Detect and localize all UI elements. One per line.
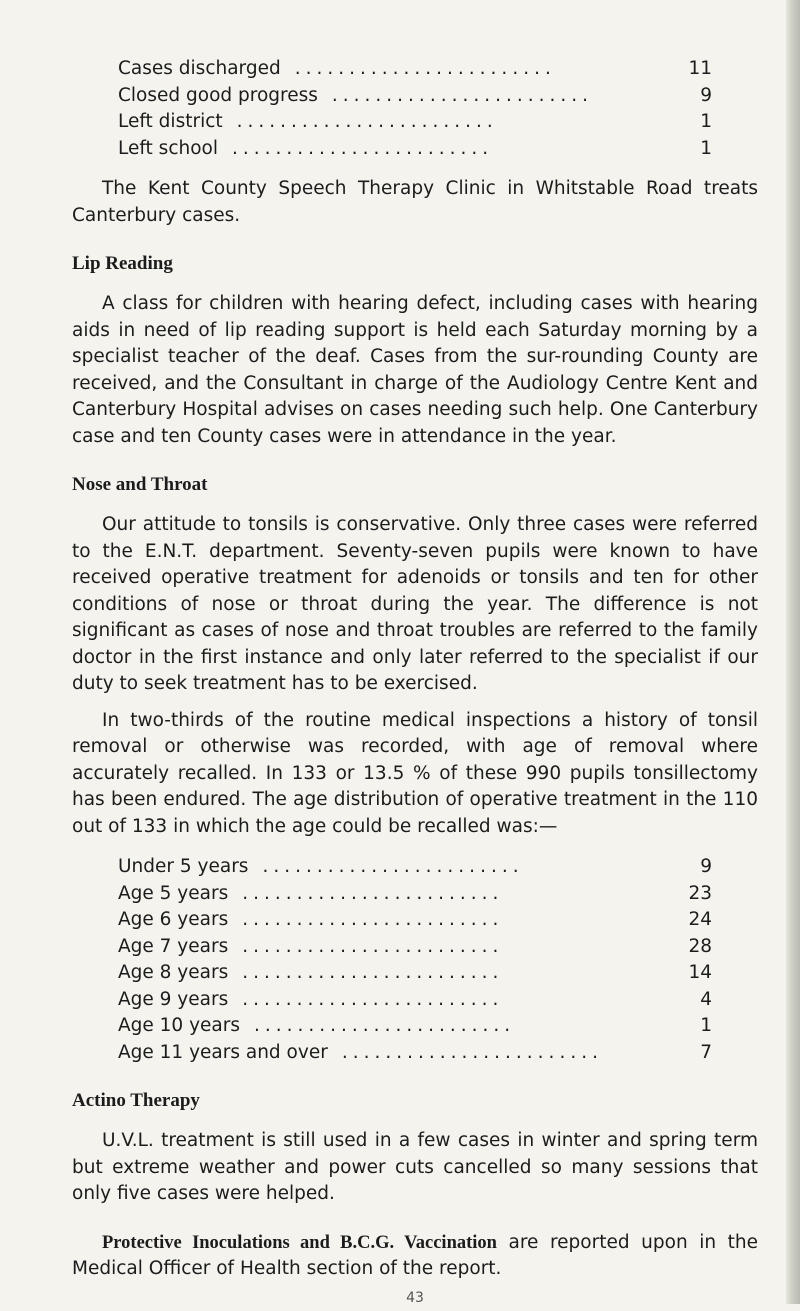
list-item-value: 4 [684, 987, 712, 1014]
list-item-label: Age 8 years [118, 960, 228, 987]
nose-throat-paragraph-1: Our attitude to tonsils is conservative. Only three cases were referred to the E.N.T. department. Seventy-seven pupils were known to have received operative treatment for adenoids or tonsils and ten for other conditions of nose or throat during the year. The difference is not significant as cases of nose and throat troubles are referred to the family doctor in the first instance and only later referred to the specialist if our duty to seek treatment has to be exercised. [72, 512, 758, 698]
list-item-value: 14 [684, 960, 712, 987]
list-item-label: Closed good progress [118, 83, 318, 110]
list-item-value: 1 [684, 136, 712, 163]
protective-inoculations-heading: Protective Inoculations and B.C.G. Vaccination [102, 1233, 497, 1253]
list-item: Left school ........................ 1 [118, 136, 712, 163]
list-item-value: 11 [684, 56, 712, 83]
list-item: Cases discharged ........................ 11 [118, 56, 712, 83]
page-number: 43 [72, 1285, 758, 1311]
lip-reading-paragraph: A class for children with hearing defect, including cases with hearing aids in need of lip reading support is held each Saturday morning by a specialist teacher of the deaf. Cases from the sur-rounding County are received, and the Consultant in charge of the Audiology Centre Kent and Canterbury Hospital advises on cases needing such help. One Canterbury case and ten County cases were in attendance in the year. [72, 291, 758, 450]
list-item-label: Age 11 years and over [118, 1040, 328, 1067]
list-item-label: Left school [118, 136, 218, 163]
list-item: Closed good progress ........................ 9 [118, 83, 712, 110]
list-item-label: Cases discharged [118, 56, 281, 83]
list-item-value: 28 [684, 934, 712, 961]
list-item: Age 6 years ........................ 24 [118, 907, 712, 934]
list-item-value: 23 [684, 881, 712, 908]
actino-therapy-paragraph: U.V.L. treatment is still used in a few cases in winter and spring term but extreme weather and power cuts cancelled so many sessions that only five cases were helped. [72, 1128, 758, 1208]
list-item-value: 9 [684, 854, 712, 881]
list-item-value: 7 [684, 1040, 712, 1067]
nose-throat-heading: Nose and Throat [72, 472, 758, 498]
list-item-value: 24 [684, 907, 712, 934]
list-item: Under 5 years ........................ 9 [118, 854, 712, 881]
list-item: Age 10 years ........................ 1 [118, 1013, 712, 1040]
list-item-value: 1 [684, 1013, 712, 1040]
lip-reading-heading: Lip Reading [72, 251, 758, 277]
list-item-label: Left district [118, 109, 223, 136]
protective-inoculations-paragraph [72, 1230, 758, 1283]
list-item: Age 8 years ........................ 14 [118, 960, 712, 987]
protective-inoculations-text: are reported upon in the Medical Officer of Health section of the report. [72, 1232, 758, 1280]
speech-clinic-paragraph: The Kent County Speech Therapy Clinic in Whitstable Road treats Canterbury cases. [72, 176, 758, 229]
list-item-label: Under 5 years [118, 854, 248, 881]
list-item-label: Age 9 years [118, 987, 228, 1014]
list-item-label: Age 10 years [118, 1013, 240, 1040]
list-item-label: Age 6 years [118, 907, 228, 934]
list-item-label: Age 7 years [118, 934, 228, 961]
list-item: Left district ........................ 1 [118, 109, 712, 136]
age-distribution-list [118, 854, 712, 1066]
list-item: Age 9 years ........................ 4 [118, 987, 712, 1014]
list-item-value: 1 [684, 109, 712, 136]
nose-throat-paragraph-2: In two-thirds of the routine medical inspections a history of tonsil removal or otherwise was recorded, with age of removal where accurately recalled. In 133 or 13.5 % of these 990 pupils tonsillectomy has been endured. The age distribution of operative treatment in the 110 out of 133 in which the age could be recalled was:— [72, 708, 758, 841]
list-item: Age 7 years ........................ 28 [118, 934, 712, 961]
list-item-value: 9 [684, 83, 712, 110]
document-page [72, 56, 758, 1311]
discharge-list [118, 56, 712, 162]
list-item-label: Age 5 years [118, 881, 228, 908]
actino-therapy-heading: Actino Therapy [72, 1088, 758, 1114]
page-edge-shadow [786, 0, 800, 1304]
list-item: Age 5 years ........................ 23 [118, 881, 712, 908]
list-item: Age 11 years and over ........................ 7 [118, 1040, 712, 1067]
